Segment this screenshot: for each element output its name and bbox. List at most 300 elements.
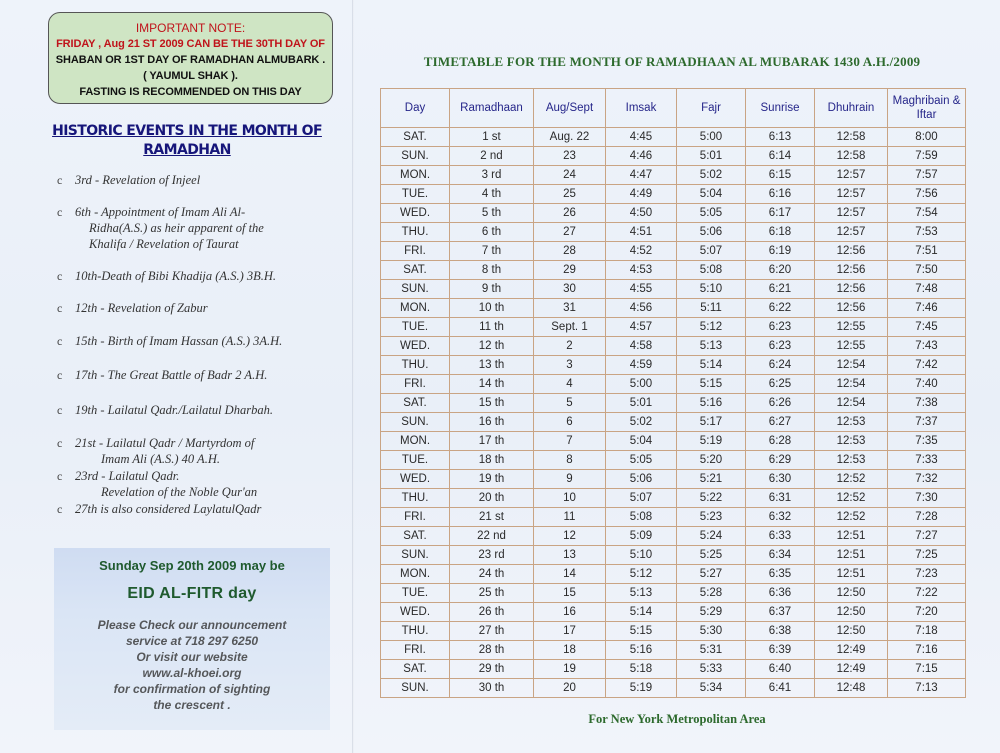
table-cell: 5:28 [677, 584, 746, 603]
table-cell: 4:46 [606, 147, 677, 166]
table-cell: 5:11 [677, 299, 746, 318]
table-cell: 5:16 [606, 641, 677, 660]
table-cell: 5:31 [677, 641, 746, 660]
table-cell: 15 th [450, 394, 534, 413]
table-cell: MON. [381, 299, 450, 318]
table-cell: TUE. [381, 185, 450, 204]
table-cell: 27 [534, 223, 606, 242]
table-cell: 7:54 [888, 204, 966, 223]
table-cell: 5:21 [677, 470, 746, 489]
table-cell: 9 [534, 470, 606, 489]
table-cell: 5:13 [677, 337, 746, 356]
eid-website: www.al-khoei.org [142, 666, 242, 680]
column-header: Dhuhrain [815, 89, 888, 128]
table-cell: 7:27 [888, 527, 966, 546]
event-bullet: c [57, 173, 63, 187]
table-cell: 6:30 [746, 470, 815, 489]
table-cell: 4:58 [606, 337, 677, 356]
table-cell: 12:50 [815, 603, 888, 622]
table-cell: 5:06 [606, 470, 677, 489]
table-cell: 12:49 [815, 660, 888, 679]
table-cell: 10 [534, 489, 606, 508]
table-cell: 5 th [450, 204, 534, 223]
eid-message-line: for confirmation of sighting [113, 682, 271, 696]
table-cell: 19 [534, 660, 606, 679]
table-row [381, 375, 966, 394]
table-cell: 13 [534, 546, 606, 565]
table-cell: 4:49 [606, 185, 677, 204]
table-cell: 23 rd [450, 546, 534, 565]
important-note-box [48, 12, 333, 104]
table-cell: 5:13 [606, 584, 677, 603]
table-cell: 7:59 [888, 147, 966, 166]
table-cell: 12:56 [815, 280, 888, 299]
table-cell: 6:24 [746, 356, 815, 375]
table-cell: 6:15 [746, 166, 815, 185]
table-row [381, 242, 966, 261]
table-row [381, 356, 966, 375]
table-cell: 5:12 [606, 565, 677, 584]
event-text: 19th - Lailatul Qadr./Lailatul Dharbah. [75, 403, 273, 417]
table-cell: 29 [534, 261, 606, 280]
event-text: 12th - Revelation of Zabur [75, 301, 208, 315]
table-cell: 12:57 [815, 223, 888, 242]
table-cell: 6:38 [746, 622, 815, 641]
table-cell: 5:02 [677, 166, 746, 185]
event-bullet: c [57, 269, 63, 283]
event-bullet: c [57, 205, 63, 219]
table-cell: 16 [534, 603, 606, 622]
table-cell: 12:57 [815, 185, 888, 204]
table-cell: 5:19 [677, 432, 746, 451]
table-cell: 12:54 [815, 356, 888, 375]
table-cell: 20 th [450, 489, 534, 508]
table-cell: 8 [534, 451, 606, 470]
event-bullet: c [57, 368, 63, 382]
table-cell: 12:55 [815, 337, 888, 356]
table-cell: 4 [534, 375, 606, 394]
table-cell: 15 [534, 584, 606, 603]
table-cell: Aug. 22 [534, 128, 606, 147]
table-cell: 4:45 [606, 128, 677, 147]
table-cell: TUE. [381, 451, 450, 470]
eid-message-line: Or visit our website [136, 650, 248, 664]
table-cell: 5:34 [677, 679, 746, 698]
table-cell: 6:25 [746, 375, 815, 394]
table-cell: 7 [534, 432, 606, 451]
table-cell: 7:38 [888, 394, 966, 413]
table-row [381, 660, 966, 679]
table-cell: 17 th [450, 432, 534, 451]
table-cell: 5:05 [677, 204, 746, 223]
historic-event-item [57, 268, 327, 284]
table-cell: 29 th [450, 660, 534, 679]
historic-event-item [57, 435, 327, 467]
table-cell: 30 th [450, 679, 534, 698]
table-row [381, 546, 966, 565]
table-row [381, 394, 966, 413]
table-cell: 6:33 [746, 527, 815, 546]
table-cell: 5:01 [606, 394, 677, 413]
table-cell: 12:53 [815, 413, 888, 432]
event-text: Khalifa / Revelation of Taurat [89, 237, 239, 251]
table-cell: 7:35 [888, 432, 966, 451]
column-header: Fajr [677, 89, 746, 128]
table-cell: 11 [534, 508, 606, 527]
table-cell: 30 [534, 280, 606, 299]
table-cell: 12:55 [815, 318, 888, 337]
table-cell: 6:27 [746, 413, 815, 432]
table-cell: 5:02 [606, 413, 677, 432]
historic-event-item [57, 172, 327, 188]
event-bullet: c [57, 436, 63, 450]
table-cell: 6:29 [746, 451, 815, 470]
table-cell: SUN. [381, 147, 450, 166]
table-cell: 4:52 [606, 242, 677, 261]
column-header: Aug/Sept [534, 89, 606, 128]
table-cell: 12:49 [815, 641, 888, 660]
event-bullet: c [57, 334, 63, 348]
table-cell: 16 th [450, 413, 534, 432]
table-cell: 23 [534, 147, 606, 166]
table-cell: 7:15 [888, 660, 966, 679]
table-cell: 8 th [450, 261, 534, 280]
table-row [381, 641, 966, 660]
table-row [381, 679, 966, 698]
table-cell: 7:43 [888, 337, 966, 356]
table-cell: 24 th [450, 565, 534, 584]
table-cell: SAT. [381, 128, 450, 147]
table-cell: 7:18 [888, 622, 966, 641]
table-cell: 5:24 [677, 527, 746, 546]
note-line-4: FASTING IS RECOMMENDED ON THIS DAY [79, 86, 302, 98]
table-cell: 6:36 [746, 584, 815, 603]
page-fold [352, 0, 354, 753]
historic-event-item [57, 367, 327, 383]
table-cell: 6:23 [746, 318, 815, 337]
table-cell: 10 th [450, 299, 534, 318]
table-cell: 12:58 [815, 128, 888, 147]
table-cell: 12:57 [815, 204, 888, 223]
table-cell: 12 th [450, 337, 534, 356]
table-cell: 5:29 [677, 603, 746, 622]
column-header: Sunrise [746, 89, 815, 128]
table-cell: 12:51 [815, 565, 888, 584]
table-cell: THU. [381, 223, 450, 242]
table-cell: 7:42 [888, 356, 966, 375]
historic-event-item [57, 402, 327, 418]
event-bullet: c [57, 469, 63, 483]
table-cell: 12:58 [815, 147, 888, 166]
table-cell: 7:40 [888, 375, 966, 394]
table-cell: THU. [381, 622, 450, 641]
table-cell: 5:16 [677, 394, 746, 413]
table-row [381, 451, 966, 470]
table-cell: 6:39 [746, 641, 815, 660]
table-cell: 4:59 [606, 356, 677, 375]
table-cell: 8:00 [888, 128, 966, 147]
table-cell: 5:08 [677, 261, 746, 280]
table-cell: 5:15 [606, 622, 677, 641]
table-cell: 7:50 [888, 261, 966, 280]
table-row [381, 584, 966, 603]
column-header: Maghribain & Iftar [888, 89, 966, 128]
table-cell: THU. [381, 356, 450, 375]
table-row [381, 204, 966, 223]
table-cell: 12:48 [815, 679, 888, 698]
table-cell: 12 [534, 527, 606, 546]
eid-message-line: service at 718 297 6250 [125, 634, 259, 648]
table-cell: 6:23 [746, 337, 815, 356]
table-cell: 6 [534, 413, 606, 432]
table-cell: 7:48 [888, 280, 966, 299]
table-row [381, 128, 966, 147]
table-cell: 6:34 [746, 546, 815, 565]
table-cell: TUE. [381, 318, 450, 337]
table-cell: FRI. [381, 375, 450, 394]
table-cell: SAT. [381, 394, 450, 413]
table-cell: SAT. [381, 660, 450, 679]
table-cell: 25 [534, 185, 606, 204]
historic-event-item [57, 204, 327, 252]
event-text: Revelation of the Noble Qur'an [101, 485, 258, 499]
table-cell: 24 [534, 166, 606, 185]
table-cell: WED. [381, 470, 450, 489]
event-text: 6th - Appointment of Imam Ali Al- [75, 205, 246, 219]
table-cell: 7:22 [888, 584, 966, 603]
table-row [381, 432, 966, 451]
table-cell: 12:51 [815, 546, 888, 565]
table-cell: 4:56 [606, 299, 677, 318]
historic-event-item [57, 501, 327, 517]
event-text: 17th - The Great Battle of Badr 2 A.H. [75, 368, 268, 382]
table-row [381, 603, 966, 622]
table-cell: 18 [534, 641, 606, 660]
table-cell: 12:56 [815, 299, 888, 318]
table-cell: 6:17 [746, 204, 815, 223]
table-cell: 6:37 [746, 603, 815, 622]
table-cell: 5:09 [606, 527, 677, 546]
table-cell: 6:22 [746, 299, 815, 318]
event-text: 3rd - Revelation of Injeel [75, 173, 201, 187]
timetable-title: TIMETABLE FOR THE MONTH OF RAMADHAAN AL MUBARAK 1430 A.H./2009 [423, 54, 921, 69]
event-text: 10th-Death of Bibi Khadija (A.S.) 3B.H. [75, 269, 277, 283]
table-cell: 14 th [450, 375, 534, 394]
table-cell: 5:27 [677, 565, 746, 584]
table-cell: 12:50 [815, 622, 888, 641]
event-bullet: c [57, 301, 63, 315]
table-cell: 3 rd [450, 166, 534, 185]
table-cell: 12:57 [815, 166, 888, 185]
table-cell: SUN. [381, 413, 450, 432]
table-cell: 5:00 [606, 375, 677, 394]
table-cell: 12:51 [815, 527, 888, 546]
table-cell: 5:07 [606, 489, 677, 508]
table-cell: 7:56 [888, 185, 966, 204]
table-cell: 6:35 [746, 565, 815, 584]
table-cell: 6:18 [746, 223, 815, 242]
table-row [381, 337, 966, 356]
table-cell: SAT. [381, 261, 450, 280]
table-row [381, 185, 966, 204]
table-cell: 7:30 [888, 489, 966, 508]
table-cell: 5:20 [677, 451, 746, 470]
table-cell: 12:52 [815, 508, 888, 527]
table-cell: 5:22 [677, 489, 746, 508]
table-cell: 5:25 [677, 546, 746, 565]
table-cell: 7:20 [888, 603, 966, 622]
table-cell: 6:26 [746, 394, 815, 413]
table-cell: 12:56 [815, 261, 888, 280]
table-cell: 3 [534, 356, 606, 375]
table-row [381, 261, 966, 280]
table-cell: 28 [534, 242, 606, 261]
table-cell: SUN. [381, 280, 450, 299]
note-line-1: FRIDAY , Aug 21 ST 2009 CAN BE THE 30TH DAY OF [56, 38, 325, 50]
table-cell: 12:54 [815, 394, 888, 413]
table-cell: 5:19 [606, 679, 677, 698]
column-header: Ramadhaan [450, 89, 534, 128]
table-cell: 5:10 [677, 280, 746, 299]
table-cell: 5:23 [677, 508, 746, 527]
table-cell: 6:41 [746, 679, 815, 698]
table-cell: 6:28 [746, 432, 815, 451]
table-cell: MON. [381, 166, 450, 185]
table-cell: SAT. [381, 527, 450, 546]
table-cell: 31 [534, 299, 606, 318]
table-cell: 7:46 [888, 299, 966, 318]
table-cell: 14 [534, 565, 606, 584]
eid-message-line: the crescent . [153, 698, 231, 712]
table-cell: 4:53 [606, 261, 677, 280]
event-bullet: c [57, 502, 63, 516]
table-cell: 25 th [450, 584, 534, 603]
eid-announcement-box [54, 548, 330, 730]
event-text: 23rd - Lailatul Qadr. [75, 469, 180, 483]
table-cell: THU. [381, 489, 450, 508]
table-cell: 2 [534, 337, 606, 356]
timetable-header-row [381, 89, 966, 128]
table-cell: 13 th [450, 356, 534, 375]
table-cell: 12:53 [815, 451, 888, 470]
table-cell: 6:16 [746, 185, 815, 204]
table-row [381, 413, 966, 432]
table-cell: 26 th [450, 603, 534, 622]
table-cell: 7:51 [888, 242, 966, 261]
note-title: IMPORTANT NOTE: [135, 21, 246, 35]
table-cell: SUN. [381, 679, 450, 698]
table-cell: Sept. 1 [534, 318, 606, 337]
table-row [381, 223, 966, 242]
table-cell: 5:08 [606, 508, 677, 527]
table-cell: 6:14 [746, 147, 815, 166]
table-cell: TUE. [381, 584, 450, 603]
table-cell: WED. [381, 603, 450, 622]
table-row [381, 508, 966, 527]
table-cell: 12:52 [815, 489, 888, 508]
timetable-body [381, 128, 966, 698]
table-cell: 5:01 [677, 147, 746, 166]
table-cell: 5:06 [677, 223, 746, 242]
table-cell: 27 th [450, 622, 534, 641]
table-cell: 4:47 [606, 166, 677, 185]
event-text: Imam Ali (A.S.) 40 A.H. [101, 452, 220, 466]
table-row [381, 147, 966, 166]
table-cell: SUN. [381, 546, 450, 565]
column-header: Day [381, 89, 450, 128]
table-cell: FRI. [381, 641, 450, 660]
table-cell: 11 th [450, 318, 534, 337]
table-cell: 6:31 [746, 489, 815, 508]
table-cell: 7:16 [888, 641, 966, 660]
table-cell: 17 [534, 622, 606, 641]
table-cell: 6 th [450, 223, 534, 242]
historic-event-item [57, 300, 327, 316]
table-cell: 7:57 [888, 166, 966, 185]
table-cell: 12:56 [815, 242, 888, 261]
table-cell: 28 th [450, 641, 534, 660]
event-text: 21st - Lailatul Qadr / Martyrdom of [75, 436, 255, 450]
table-cell: 6:13 [746, 128, 815, 147]
table-cell: 7:23 [888, 565, 966, 584]
table-cell: 5:00 [677, 128, 746, 147]
table-cell: 7:13 [888, 679, 966, 698]
table-cell: 7:33 [888, 451, 966, 470]
table-cell: 4 th [450, 185, 534, 204]
table-row [381, 527, 966, 546]
table-cell: 5:14 [606, 603, 677, 622]
table-cell: 1 st [450, 128, 534, 147]
note-line-3: ( YAUMUL SHAK ). [143, 70, 238, 82]
table-row [381, 299, 966, 318]
table-cell: 12:50 [815, 584, 888, 603]
table-row [381, 318, 966, 337]
table-cell: 12:54 [815, 375, 888, 394]
table-cell: 5:30 [677, 622, 746, 641]
table-cell: 4:57 [606, 318, 677, 337]
eid-message [54, 617, 330, 713]
table-cell: 4:55 [606, 280, 677, 299]
table-row [381, 489, 966, 508]
table-cell: 6:19 [746, 242, 815, 261]
table-cell: 19 th [450, 470, 534, 489]
eid-message-line: Please Check our announcement [97, 618, 287, 632]
table-cell: 7:37 [888, 413, 966, 432]
table-cell: 18 th [450, 451, 534, 470]
table-cell: 9 th [450, 280, 534, 299]
table-cell: 5:04 [677, 185, 746, 204]
table-cell: 2 nd [450, 147, 534, 166]
timetable [380, 88, 966, 698]
table-cell: 5:10 [606, 546, 677, 565]
table-cell: 5 [534, 394, 606, 413]
eid-date: Sunday Sep 20th 2009 may be [99, 558, 285, 573]
table-cell: 26 [534, 204, 606, 223]
table-cell: 6:40 [746, 660, 815, 679]
table-cell: FRI. [381, 508, 450, 527]
table-cell: 7:45 [888, 318, 966, 337]
table-cell: WED. [381, 204, 450, 223]
historic-events-title: HISTORIC EVENTS IN THE MONTH OF RAMADHAN [52, 123, 322, 158]
note-line-2: SHABAN OR 1ST DAY OF RAMADHAN ALMUBARK . [55, 54, 326, 66]
table-cell: 7:28 [888, 508, 966, 527]
table-cell: 20 [534, 679, 606, 698]
table-cell: WED. [381, 337, 450, 356]
table-row [381, 622, 966, 641]
table-row [381, 166, 966, 185]
table-cell: 7:25 [888, 546, 966, 565]
table-cell: MON. [381, 565, 450, 584]
